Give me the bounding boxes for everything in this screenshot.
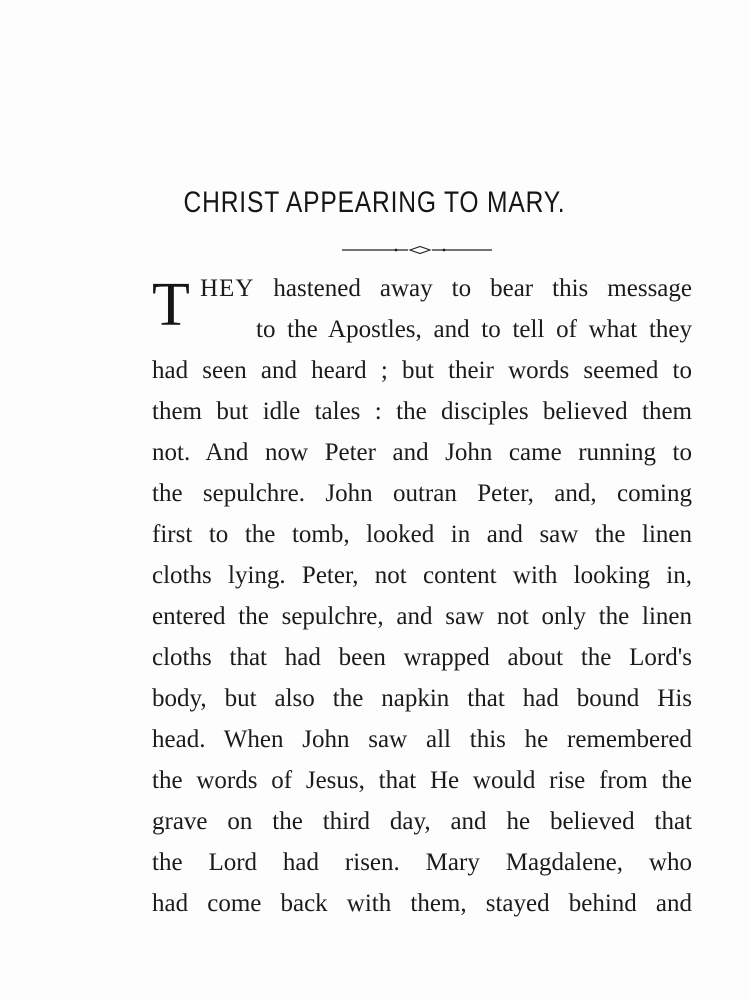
text-line-13: the words of Jesus, that He would rise from the	[152, 767, 692, 794]
text-line-5: not. And now Peter and John came running to	[152, 439, 692, 466]
text-line-8: cloths lying. Peter, not content with looking in,	[152, 562, 692, 589]
body-text	[152, 268, 692, 924]
text-line-6: the sepulchre. John outran Peter, and, coming	[152, 480, 692, 507]
text-line-9: entered the sepulchre, and saw not only the linen	[152, 603, 692, 630]
text-line-11: body, but also the napkin that had bound His	[152, 685, 692, 712]
text-line-1	[152, 268, 692, 309]
ornament-divider-icon	[340, 243, 500, 257]
text-line-12: head. When John saw all this he remembered	[152, 726, 692, 753]
text-line-4: them but idle tales : the disciples believed them	[152, 398, 692, 425]
text-line-2: to the Apostles, and to tell of what they	[256, 316, 692, 343]
text-line-7: first to the tomb, looked in and saw the linen	[152, 521, 692, 548]
text-line-10: cloths that had been wrapped about the Lord's	[152, 644, 692, 671]
first-line-text: hastened away to bear this message	[254, 275, 692, 302]
text-line-3: had seen and heard ; but their words seemed to	[152, 357, 692, 384]
drop-cap-word-rest: HEY	[200, 275, 255, 302]
text-line-16: had come back with them, stayed behind and	[152, 890, 692, 917]
chapter-title: CHRIST APPEARING TO MARY.	[183, 186, 566, 219]
drop-cap: T	[152, 271, 190, 339]
text-line-14: grave on the third day, and he believed that	[152, 808, 692, 835]
text-line-15: the Lord had risen. Mary Magdalene, who	[152, 849, 692, 876]
